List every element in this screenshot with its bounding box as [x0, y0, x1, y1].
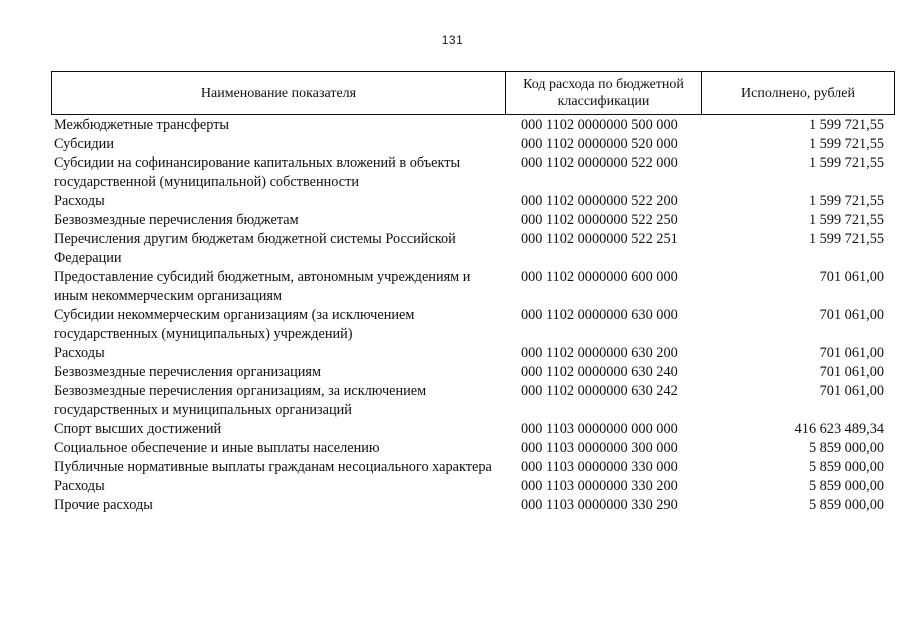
- row-amount: 701 061,00: [819, 307, 884, 323]
- row-amount: 701 061,00: [819, 383, 884, 399]
- row-amount: 1 599 721,55: [808, 136, 884, 152]
- table-row: [51, 116, 895, 135]
- row-code: 000 1103 0000000 000 000: [521, 421, 678, 437]
- row-amount: 5 859 000,00: [808, 497, 884, 513]
- table-row: [51, 192, 895, 211]
- table-row: [51, 268, 895, 306]
- row-amount: 701 061,00: [819, 345, 884, 361]
- row-amount: 1 599 721,55: [808, 231, 884, 247]
- table-body: [51, 116, 895, 515]
- row-name: Безвозмездные перечисления бюджетам: [54, 212, 299, 228]
- table-row: [51, 458, 895, 477]
- row-name: Расходы: [54, 345, 105, 361]
- row-name: Субсидии: [54, 136, 114, 152]
- row-amount: 701 061,00: [819, 269, 884, 285]
- table-row: [51, 496, 895, 515]
- row-amount: 701 061,00: [819, 364, 884, 380]
- table-row: [51, 420, 895, 439]
- table-header: [51, 71, 895, 115]
- row-code: 000 1102 0000000 630 242: [521, 383, 678, 399]
- row-name: Субсидии некоммерческим организациям (за исключением государственных (муниципальных) учреждений): [54, 307, 415, 342]
- row-code: 000 1103 0000000 300 000: [521, 440, 678, 456]
- header-name: Наименование показателя: [200, 85, 357, 101]
- header-amount: Исполнено, рублей: [701, 72, 894, 114]
- row-code: 000 1102 0000000 600 000: [521, 269, 678, 285]
- row-name: Публичные нормативные выплаты гражданам несоциального характера: [54, 459, 492, 475]
- row-name: Межбюджетные трансферты: [54, 117, 230, 133]
- table-row: [51, 230, 895, 268]
- row-code: 000 1103 0000000 330 200: [521, 478, 678, 494]
- table-row: [51, 439, 895, 458]
- row-code: 000 1102 0000000 522 250: [521, 212, 678, 228]
- row-name: Спорт высших достижений: [54, 421, 222, 437]
- table-row: [51, 135, 895, 154]
- row-code: 000 1102 0000000 522 200: [521, 193, 678, 209]
- table-row: [51, 382, 895, 420]
- row-name: Безвозмездные перечисления организациям, за исключением государственных и муниципальных организаций: [54, 383, 427, 418]
- row-name: Прочие расходы: [54, 497, 153, 513]
- row-name: Предоставление субсидий бюджетным, автономным учреждениям и иным некоммерческим организациям: [54, 269, 471, 304]
- row-code: 000 1102 0000000 630 240: [521, 364, 678, 380]
- row-amount: 1 599 721,55: [808, 212, 884, 228]
- row-amount: 5 859 000,00: [808, 459, 884, 475]
- row-amount: 1 599 721,55: [808, 193, 884, 209]
- table-row: [51, 344, 895, 363]
- row-code: 000 1102 0000000 500 000: [521, 117, 678, 133]
- row-code: 000 1102 0000000 630 000: [521, 307, 678, 323]
- row-amount: 5 859 000,00: [808, 440, 884, 456]
- row-code: 000 1103 0000000 330 290: [521, 497, 678, 513]
- row-code: 000 1103 0000000 330 000: [521, 459, 678, 475]
- row-name: Расходы: [54, 193, 105, 209]
- table-row: [51, 477, 895, 496]
- page-number: 131: [441, 33, 464, 47]
- row-name: Перечисления другим бюджетам бюджетной системы Российской Федерации: [54, 231, 456, 266]
- row-name: Субсидии на софинансирование капитальных вложений в объекты государственной (муниципальной) собственности: [54, 155, 461, 190]
- row-code: 000 1102 0000000 522 251: [521, 231, 678, 247]
- row-code: 000 1102 0000000 520 000: [521, 136, 678, 152]
- table-row: [51, 154, 895, 192]
- row-code: 000 1102 0000000 522 000: [521, 155, 678, 171]
- row-name: Социальное обеспечение и иные выплаты населению: [54, 440, 380, 456]
- header-code: Код расхода по бюджетной классификации: [505, 72, 701, 114]
- row-amount: 1 599 721,55: [808, 155, 884, 171]
- table-row: [51, 363, 895, 382]
- row-name: Безвозмездные перечисления организациям: [54, 364, 322, 380]
- table-row: [51, 306, 895, 344]
- row-amount: 416 623 489,34: [794, 421, 884, 437]
- table-row: [51, 211, 895, 230]
- row-code: 000 1102 0000000 630 200: [521, 345, 678, 361]
- row-amount: 5 859 000,00: [808, 478, 884, 494]
- row-name: Расходы: [54, 478, 105, 494]
- row-amount: 1 599 721,55: [808, 117, 884, 133]
